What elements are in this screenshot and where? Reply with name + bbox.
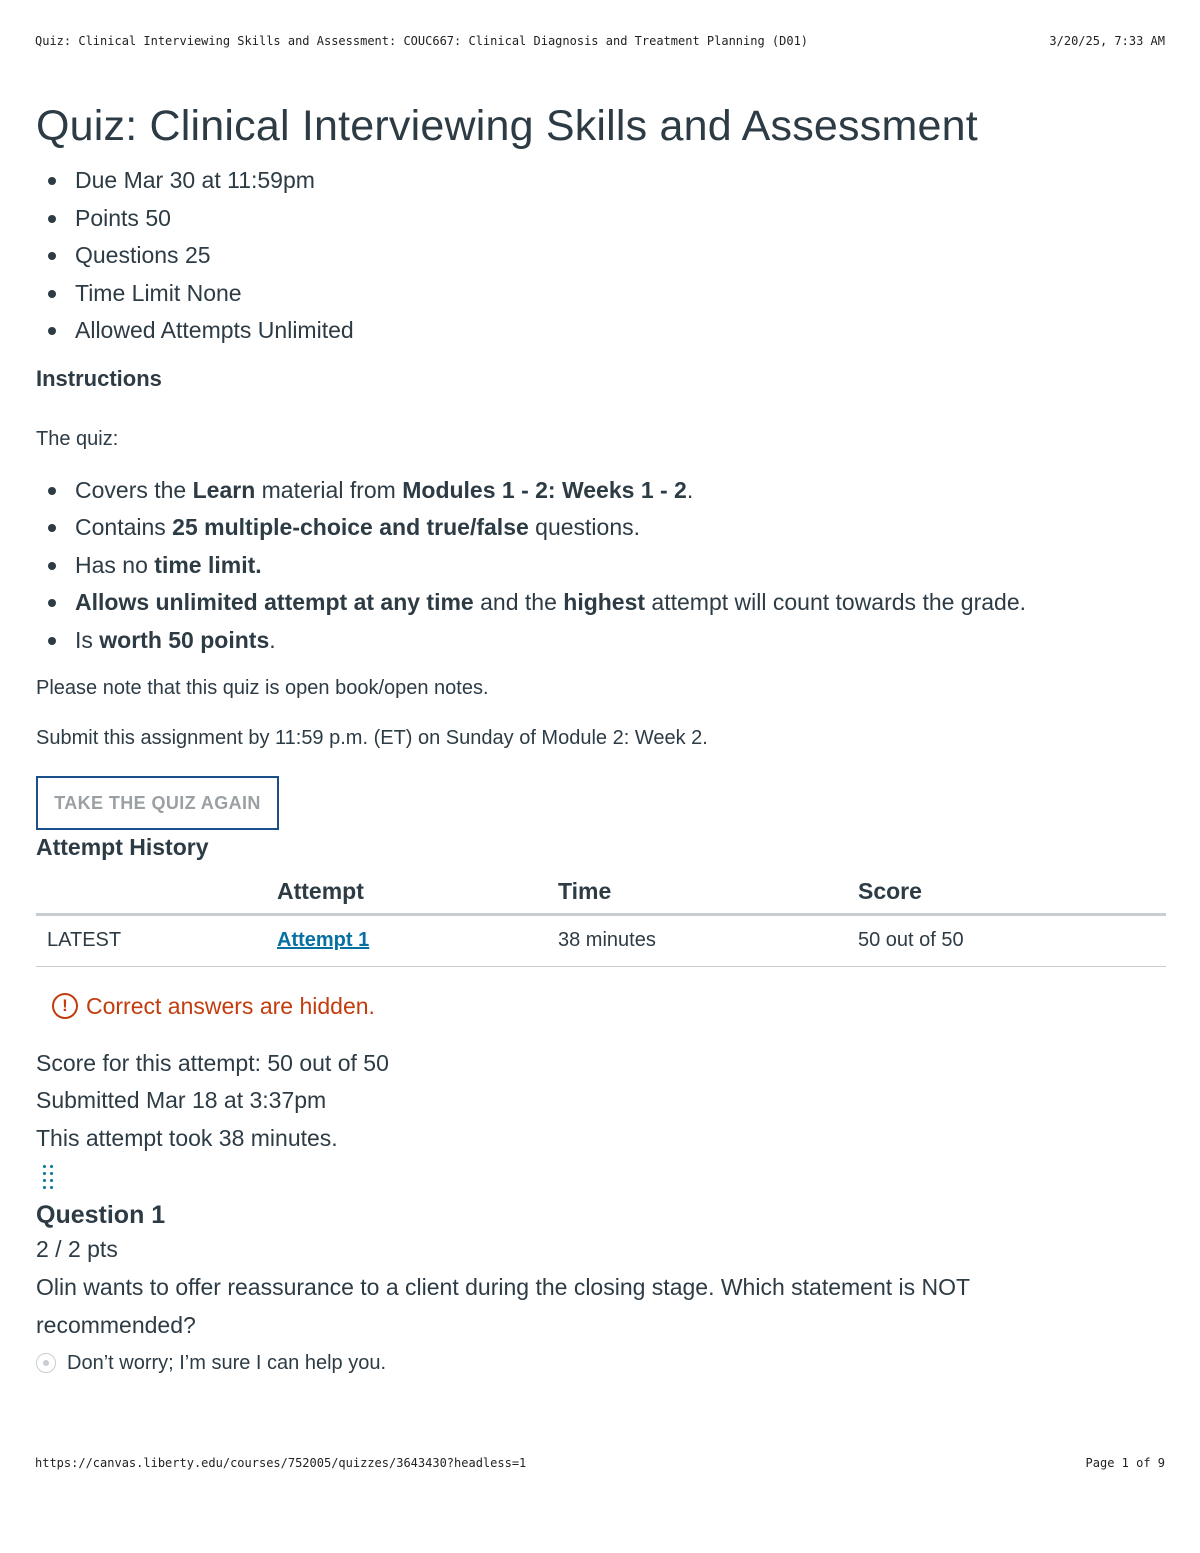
- instruction-text: no: [122, 551, 155, 578]
- print-footer-url: https://canvas.liberty.edu/courses/752005/quizzes/3643430?headless=1: [35, 1456, 527, 1470]
- instruction-text: Contains: [75, 514, 173, 541]
- drag-handle-icon[interactable]: [43, 1165, 55, 1191]
- print-footer: [35, 1456, 1165, 1474]
- instruction-text: .: [269, 626, 276, 653]
- instruction-bold: 25 multiple-choice and true/false: [172, 514, 529, 541]
- question-text: Olin wants to offer reassurance to a client during the closing stage. Which statement is NOT recommended?: [36, 1274, 970, 1339]
- detail-allowed-attempts: Allowed Attempts Unlimited: [46, 312, 1166, 350]
- attempt-1-link[interactable]: Attempt 1: [277, 929, 370, 952]
- column-header-blank: [36, 872, 277, 914]
- submit-deadline-note: Submit this assignment by 11:59 p.m. (ET) on Sunday of Module 2: Week 2.: [36, 727, 708, 750]
- instruction-allows: [46, 584, 1166, 622]
- instruction-bold: time limit.: [154, 551, 262, 578]
- alert-text: Correct answers are hidden.: [86, 992, 375, 1019]
- instruction-bold: highest: [563, 589, 646, 616]
- column-header-attempt: Attempt: [277, 872, 558, 914]
- instruction-text: .: [686, 476, 694, 503]
- latest-label: LATEST: [36, 914, 277, 966]
- attempt-duration: This attempt took 38 minutes.: [36, 1124, 338, 1151]
- table-header-row: [36, 872, 1166, 914]
- instruction-bold: worth 50 points: [99, 626, 270, 653]
- print-header: [35, 34, 1165, 52]
- question-points: 2 / 2 pts: [36, 1236, 118, 1263]
- instruction-bold: Learn: [192, 476, 256, 503]
- instructions-heading: Instructions: [36, 365, 162, 391]
- question-title: Question 1: [36, 1201, 166, 1230]
- instruction-text: Has: [75, 551, 123, 578]
- detail-points: Points 50: [46, 200, 1166, 238]
- column-header-time: Time: [558, 872, 858, 914]
- attempt-score: Score for this attempt: 50 out of 50: [36, 1049, 389, 1076]
- instruction-bold: Modules 1 - 2: Weeks 1 - 2: [402, 476, 687, 503]
- column-header-score: Score: [858, 872, 1166, 914]
- instruction-text: Is: [75, 626, 100, 653]
- open-book-note: Please note that this quiz is open book/open notes.: [36, 677, 489, 700]
- alert-circle-icon: !: [52, 993, 78, 1019]
- instruction-text: and the: [473, 589, 564, 616]
- attempt-score-cell: 50 out of 50: [858, 914, 1166, 966]
- answer-text: Don’t worry; I’m sure I can help you.: [67, 1352, 387, 1375]
- instruction-text: material from: [255, 476, 403, 503]
- instruction-contains: [46, 509, 1166, 547]
- instruction-time-limit: [46, 547, 1166, 585]
- answers-hidden-alert: [52, 991, 1166, 1021]
- quiz-content: [36, 100, 1166, 1376]
- detail-time-limit: Time Limit None: [46, 275, 1166, 313]
- answer-option: [36, 1350, 1166, 1376]
- attempt-history-table: [36, 872, 1166, 967]
- instruction-text: questions.: [528, 514, 641, 541]
- print-header-title: Quiz: Clinical Interviewing Skills and Assessment: COUC667: Clinical Diagnosis and Treatment Planning (D01): [35, 34, 809, 48]
- attempt-summary: [36, 1045, 1166, 1158]
- take-quiz-again-button[interactable]: TAKE THE QUIZ AGAIN: [36, 776, 279, 830]
- attempt-cell: [277, 914, 558, 966]
- table-row: [36, 914, 1166, 966]
- instruction-covers: [46, 472, 1166, 510]
- answer-radio[interactable]: [36, 1353, 56, 1373]
- instructions-list: [46, 472, 1166, 660]
- attempt-history-heading: Attempt History: [36, 834, 209, 861]
- instruction-text: attempt will count towards the grade.: [645, 589, 1027, 616]
- instruction-worth: [46, 622, 1166, 660]
- instruction-text: Covers the: [75, 476, 193, 503]
- detail-questions: Questions 25: [46, 237, 1166, 275]
- page-title: Quiz: Clinical Interviewing Skills and Assessment: [36, 102, 978, 150]
- print-header-date: 3/20/25, 7:33 AM: [1049, 34, 1165, 48]
- detail-due: Due Mar 30 at 11:59pm: [46, 162, 1166, 200]
- print-footer-page-number: Page 1 of 9: [1085, 1456, 1165, 1470]
- quiz-details-list: [46, 162, 1166, 350]
- attempt-submitted: Submitted Mar 18 at 3:37pm: [36, 1087, 327, 1114]
- attempt-time-cell: 38 minutes: [558, 914, 858, 966]
- instructions-intro: The quiz:: [36, 427, 119, 450]
- instruction-bold: Allows unlimited attempt at any time: [75, 589, 474, 616]
